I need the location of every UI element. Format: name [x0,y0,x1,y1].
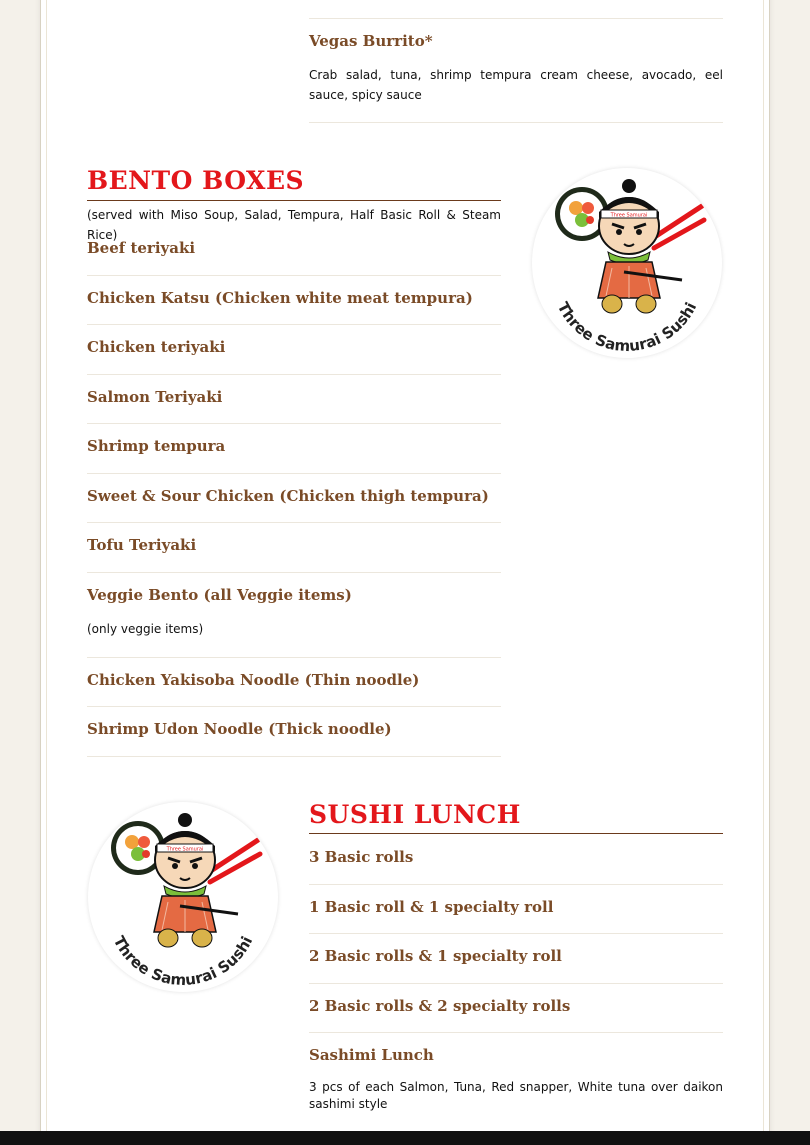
menu-item [309,31,723,105]
menu-item [309,897,723,917]
menu-item-name: Sashimi Lunch [309,1046,434,1064]
svg-text:Three Samurai Sushi: Three Samurai Sushi [109,933,257,990]
separator [87,522,501,523]
menu-item-description: (only veggie items) [87,622,204,636]
separator [309,122,723,123]
separator [309,1032,723,1033]
menu-item [87,387,501,407]
separator [87,473,501,474]
menu-item-name: 2 Basic rolls & 2 specialty rolls [309,997,571,1015]
menu-item-name: Tofu Teriyaki [87,536,197,554]
menu-item-name: Veggie Bento (all Veggie items) [87,586,352,604]
separator [87,324,501,325]
menu-item-description: 3 pcs of each Salmon, Tuna, Red snapper, White tuna over daikon sashimi style [309,1080,723,1111]
menu-item-name: 1 Basic roll & 1 specialty roll [309,898,554,916]
menu-item-name: 2 Basic rolls & 1 specialty roll [309,947,562,965]
menu-item-name: Sweet & Sour Chicken (Chicken thigh tempura) [87,487,489,505]
menu-item-name: Beef teriyaki [87,239,196,257]
samurai-mascot-icon [532,168,722,358]
menu-item-name: Chicken Yakisoba Noodle (Thin noodle) [87,671,420,689]
section-title: SUSHI LUNCH [309,800,521,829]
separator [87,657,501,658]
menu-item-name: Shrimp tempura [87,437,226,455]
menu-item [87,288,501,308]
sushi-lunch-section [309,800,723,834]
separator [87,374,501,375]
section-rule [309,833,723,834]
menu-item-name: Vegas Burrito* [309,32,433,50]
svg-text:Three Samurai Sushi: Three Samurai Sushi [553,299,701,356]
menu-item [87,670,501,690]
section-subtitle: (served with Miso Soup, Salad, Tempura, Half Basic Roll & Steam Rice) [87,208,501,242]
restaurant-logo [88,802,278,992]
menu-item [309,847,723,867]
menu-item [87,486,501,506]
menu-item [87,238,501,258]
restaurant-logo [532,168,722,358]
menu-item [87,337,501,357]
menu-item-name: Salmon Teriyaki [87,388,223,406]
svg-text:Three Samurai: Three Samurai [610,212,648,219]
separator [87,756,501,757]
menu-item-name: Chicken teriyaki [87,338,226,356]
section-title: BENTO BOXES [87,166,305,195]
menu-item-name: Chicken Katsu (Chicken white meat tempura) [87,289,473,307]
section-rule [87,200,501,201]
samurai-mascot-icon [88,802,278,992]
menu-item [87,436,501,456]
menu-item [87,719,501,739]
separator [309,884,723,885]
separator [87,423,501,424]
separator [87,572,501,573]
menu-item [309,996,723,1016]
separator [87,706,501,707]
separator [309,933,723,934]
svg-text:Three Samurai: Three Samurai [166,846,204,853]
separator [309,18,723,19]
separator [87,275,501,276]
menu-item-description: Crab salad, tuna, shrimp tempura cream cheese, avocado, eel sauce, spicy sauce [309,68,723,102]
menu-item-name: 3 Basic rolls [309,848,414,866]
bento-section [87,166,501,245]
menu-item [309,946,723,966]
menu-item-name: Shrimp Udon Noodle (Thick noodle) [87,720,392,738]
menu-item [87,585,501,639]
separator [309,983,723,984]
menu-item [87,535,501,555]
menu-item [309,1045,723,1113]
footer-bar [0,1131,810,1145]
